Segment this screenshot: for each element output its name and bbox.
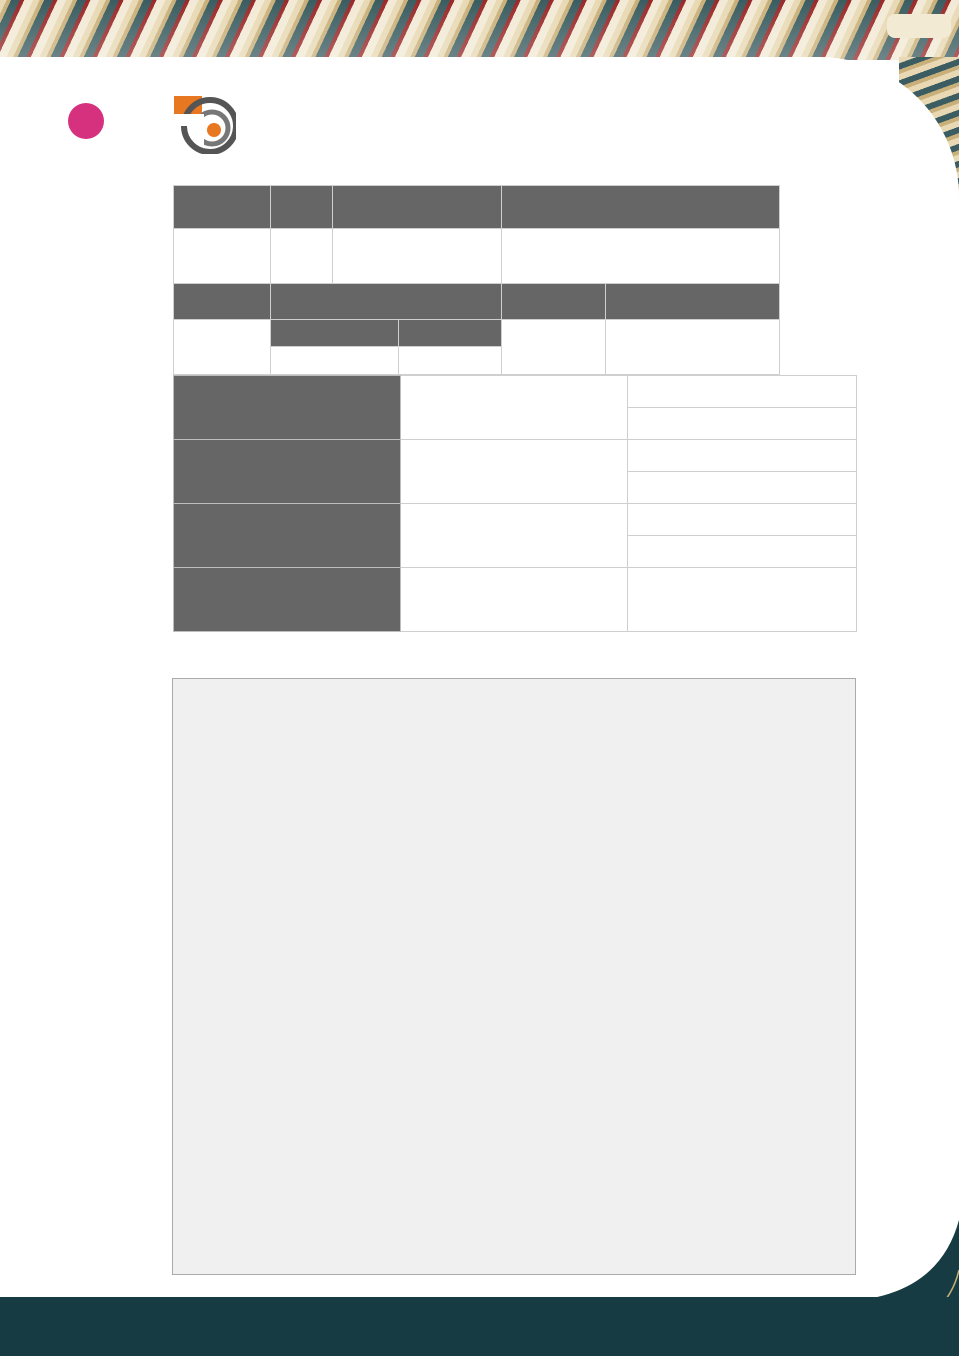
test-name-tear (174, 504, 401, 568)
width-value (270, 229, 332, 284)
treatment-value (502, 229, 780, 284)
result-value (654, 536, 829, 568)
top-ruler (172, 645, 608, 677)
top-band-overlay (0, 0, 959, 60)
price-value (606, 320, 780, 375)
result-label (628, 440, 654, 472)
test-name-tensile (174, 376, 401, 440)
result-label (628, 472, 654, 504)
header-spl (270, 320, 398, 347)
page-number (887, 14, 951, 38)
header-width (270, 186, 332, 229)
spec-table (173, 185, 856, 375)
test-method-tear (401, 504, 628, 568)
test-method-elongation (401, 440, 628, 504)
result-suffix (829, 376, 857, 408)
result-suffix (829, 536, 857, 568)
result-label (628, 376, 654, 408)
result-label (628, 408, 654, 440)
footer-band (0, 1297, 959, 1356)
header-weight (174, 284, 271, 320)
result-suffix (829, 472, 857, 504)
composition-value (333, 229, 502, 284)
result-value (654, 440, 829, 472)
header-treatment (502, 186, 780, 229)
fabric-swatch-image (181, 685, 841, 1233)
prdn-value (398, 347, 502, 375)
result-value (654, 472, 829, 504)
result-suffix (829, 440, 857, 472)
result-label (628, 504, 654, 536)
result-suffix (829, 408, 857, 440)
header-lead-time (270, 284, 502, 320)
test-name-burst (174, 568, 401, 632)
result-label (628, 536, 654, 568)
test-method-burst (401, 568, 628, 632)
test-results-table (173, 375, 857, 632)
header-composition (333, 186, 502, 229)
origin-value (502, 320, 606, 375)
test-name-elongation (174, 440, 401, 504)
item-name-value (174, 229, 271, 284)
result-value (654, 408, 829, 440)
left-ruler (130, 676, 172, 1116)
test-method-tensile (401, 376, 628, 440)
header-origin (502, 284, 606, 320)
accent-dot (68, 103, 104, 139)
header-price (606, 284, 780, 320)
result-value (654, 376, 829, 408)
result-value (628, 568, 857, 632)
header-prdn (398, 320, 502, 347)
result-suffix (829, 504, 857, 536)
header-item-name (174, 186, 271, 229)
weight-value (174, 320, 271, 375)
fabric-swatch-frame (172, 678, 856, 1275)
spl-value (270, 347, 398, 375)
result-value (654, 504, 829, 536)
company-logo-icon (172, 96, 236, 154)
